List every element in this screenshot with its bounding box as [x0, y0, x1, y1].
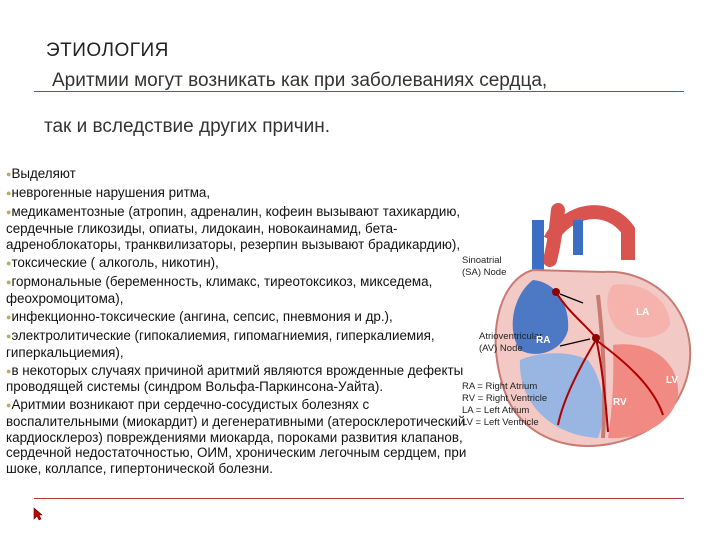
bullet-icon: ● — [6, 330, 12, 341]
bullet-icon: ● — [6, 365, 12, 376]
bullet-icon: ● — [6, 276, 12, 287]
list-item: ●Выделяют — [6, 166, 76, 181]
list-item: ●невроrенные нарушения ритма, — [6, 185, 211, 201]
chamber-lv-label: LV — [666, 375, 679, 386]
list-item: ●медикаментозные (атропин, адреналин, кофеин вызывают тахикардию, сердечные гликозиды, опиаты, лидокаин, новокаинамид, бета-адреноблокаторы, транквилизаторы, резерпин вызывают брадикардию), — [6, 204, 461, 252]
sa-node-label-1: Sinoatrial — [462, 255, 502, 266]
list-item: ●инфекционно-токсические (ангина, сепсис, пневмония и др.), — [6, 308, 393, 324]
bullet-icon: ● — [6, 311, 12, 322]
heart-illustration — [438, 200, 718, 460]
list-item: ●гормональные (беременность, климакс, тиреотоксикоз, микседема, феохромоцитома), — [6, 273, 433, 306]
av-node-label-1: Atrioventricular — [479, 331, 543, 342]
sa-node-label-2: (SA) Node — [462, 267, 507, 278]
footer-rule — [34, 498, 684, 499]
chamber-ra-label: RA — [536, 335, 551, 346]
bullet-icon: ● — [6, 257, 12, 268]
subtitle-line-1: Аритмии могут возникать как при заболеваниях сердца, — [52, 70, 548, 91]
bullet-icon: ● — [6, 188, 12, 199]
bullet-icon: ● — [6, 207, 12, 218]
legend-la: LA = Left Atrium — [462, 405, 530, 416]
av-node-label-2: (AV) Node — [479, 343, 523, 354]
subtitle-line-2: так и вследствие других причин. — [44, 116, 331, 137]
title-underline — [34, 91, 684, 92]
chamber-rv-label: RV — [613, 397, 627, 408]
slide-heading: ЭТИОЛОГИЯ — [46, 40, 169, 61]
bullet-icon: ● — [6, 169, 12, 179]
heart-conduction-diagram — [438, 200, 718, 460]
legend-rv: RV = Right Ventricle — [462, 393, 548, 404]
legend-lv: LV = Left Ventricle — [462, 417, 539, 428]
causes-list — [6, 166, 484, 479]
legend-ra: RA = Right Atrium — [462, 381, 538, 392]
list-item: ●Аритмии возникают при сердечно-сосудистых болезнях с воспалительными (миокардит) и дегенеративными (атеросклеротический кардиосклероз) повреждениями миокарда, пороками развития клапанов, сердечной недостаточностью, ОИМ, хроническим легочным сердцем, при шоке, коллапсе, гипертонической болезни. — [6, 397, 467, 476]
list-item: ●токсические ( алкоголь, никотин), — [6, 254, 219, 270]
list-item: ●электролитические (гипокалиемия, гипомагниемия, гиперкалиемия, гиперкальциемия), — [6, 327, 435, 360]
chamber-la-label: LA — [636, 307, 650, 318]
list-item: ●в некоторых случаях причиной аритмий являются врожденные дефекты проводящей системы (синдром Вольфа-Паркинсона-Уайта). — [6, 362, 464, 395]
pointer-cursor-icon — [33, 507, 43, 526]
bullet-icon: ● — [6, 400, 12, 411]
